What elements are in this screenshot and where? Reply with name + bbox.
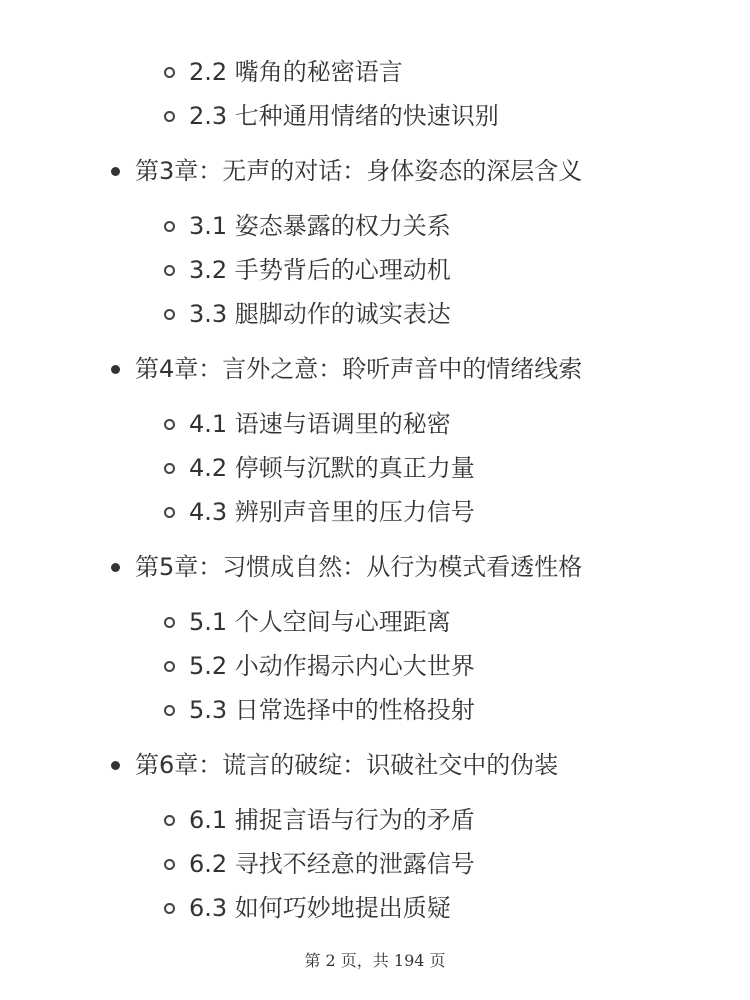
toc-section-item	[0, 248, 750, 292]
toc-section-item	[0, 50, 750, 94]
hollow-bullet-icon	[164, 705, 175, 716]
toc-section-item	[0, 798, 750, 842]
hollow-bullet-icon	[164, 903, 175, 914]
solid-bullet-icon	[111, 167, 120, 176]
toc-chapter-text: 第3章：无声的对话：身体姿态的深层含义	[135, 157, 583, 185]
toc-section-text: 5.1 个人空间与心理距离	[189, 608, 451, 636]
toc-section-text: 3.2 手势背后的心理动机	[189, 256, 451, 284]
toc-section-text: 5.2 小动作揭示内心大世界	[189, 652, 475, 680]
hollow-bullet-icon	[164, 617, 175, 628]
hollow-bullet-icon	[164, 67, 175, 78]
toc-section-item	[0, 644, 750, 688]
page-number-label: 第 2 页，共 194 页	[304, 951, 446, 970]
toc-section-text: 2.2 嘴角的秘密语言	[189, 58, 403, 86]
hollow-bullet-icon	[164, 221, 175, 232]
page-footer	[0, 948, 750, 971]
toc-section-text: 4.3 辨别声音里的压力信号	[189, 498, 475, 526]
toc-section-item	[0, 600, 750, 644]
hollow-bullet-icon	[164, 859, 175, 870]
table-of-contents	[0, 50, 750, 930]
toc-section-text: 3.3 腿脚动作的诚实表达	[189, 300, 451, 328]
toc-chapter-text: 第5章：习惯成自然：从行为模式看透性格	[135, 553, 583, 581]
toc-chapter-item	[0, 542, 750, 592]
toc-section-text: 6.2 寻找不经意的泄露信号	[189, 850, 475, 878]
toc-section-item	[0, 886, 750, 930]
toc-chapter-item	[0, 344, 750, 394]
hollow-bullet-icon	[164, 419, 175, 430]
hollow-bullet-icon	[164, 815, 175, 826]
toc-section-text: 6.1 捕捉言语与行为的矛盾	[189, 806, 475, 834]
toc-chapter-item	[0, 146, 750, 196]
toc-section-text: 6.3 如何巧妙地提出质疑	[189, 894, 451, 922]
toc-section-text: 4.1 语速与语调里的秘密	[189, 410, 451, 438]
toc-section-text: 4.2 停顿与沉默的真正力量	[189, 454, 475, 482]
hollow-bullet-icon	[164, 265, 175, 276]
hollow-bullet-icon	[164, 661, 175, 672]
hollow-bullet-icon	[164, 507, 175, 518]
toc-chapter-text: 第4章：言外之意：聆听声音中的情绪线索	[135, 355, 583, 383]
toc-chapter-item	[0, 740, 750, 790]
solid-bullet-icon	[111, 563, 120, 572]
hollow-bullet-icon	[164, 463, 175, 474]
toc-section-item	[0, 688, 750, 732]
toc-section-item	[0, 490, 750, 534]
toc-section-item	[0, 204, 750, 248]
solid-bullet-icon	[111, 365, 120, 374]
toc-section-text: 3.1 姿态暴露的权力关系	[189, 212, 451, 240]
toc-section-text: 5.3 日常选择中的性格投射	[189, 696, 475, 724]
toc-section-item	[0, 94, 750, 138]
toc-section-item	[0, 446, 750, 490]
toc-section-text: 2.3 七种通用情绪的快速识别	[189, 102, 499, 130]
toc-chapter-text: 第6章：谎言的破绽：识破社交中的伪装	[135, 751, 559, 779]
toc-section-item	[0, 292, 750, 336]
hollow-bullet-icon	[164, 111, 175, 122]
toc-section-item	[0, 402, 750, 446]
toc-section-item	[0, 842, 750, 886]
solid-bullet-icon	[111, 761, 120, 770]
hollow-bullet-icon	[164, 309, 175, 320]
